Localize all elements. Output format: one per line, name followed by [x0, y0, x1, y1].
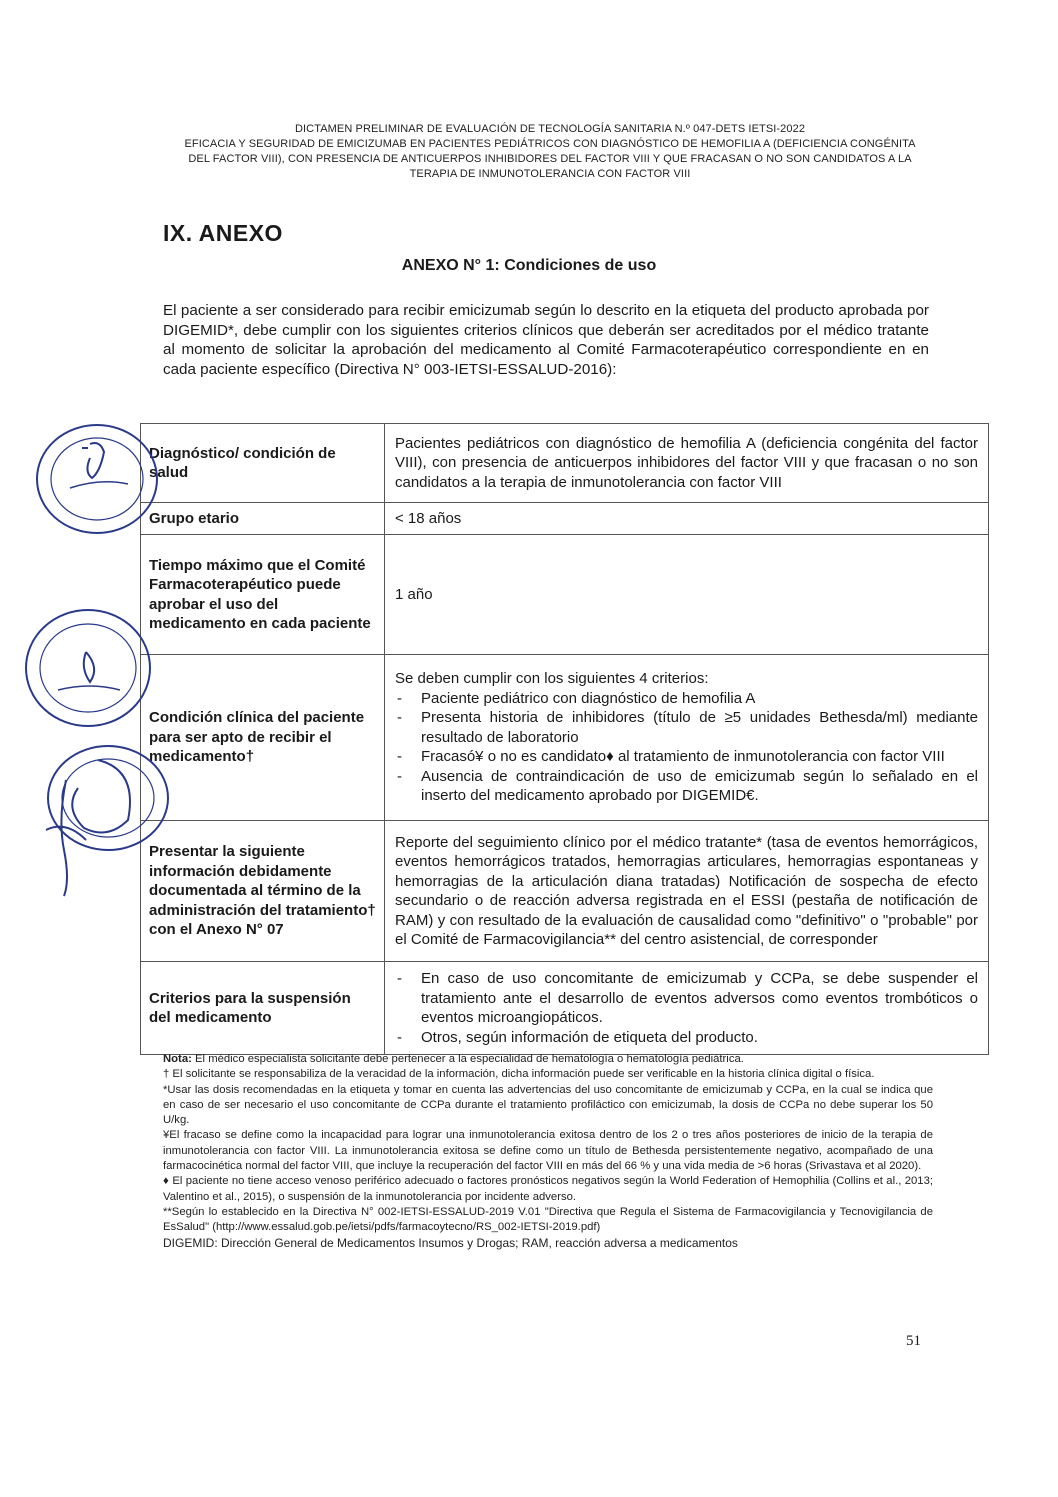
row-value: 1 año [385, 535, 989, 655]
list-item-text: Paciente pediátrico con diagnóstico de hemofilia A [421, 689, 756, 707]
annex-title: ANEXO N° 1: Condiciones de uso [401, 257, 657, 274]
list-item: - Otros, según información de etiqueta del producto. [397, 1028, 758, 1046]
header-line-1: DICTAMEN PRELIMINAR DE EVALUACIÓN DE TECNOLOGÍA SANITARIA N.º 047-DETS IETSI-2022 [294, 123, 806, 135]
row-label: Tiempo máximo que el Comité Farmacoterapéutico puede aprobar el uso del medicamento en cada paciente [141, 535, 385, 655]
footnotes [163, 1052, 933, 1251]
list-item-text: Ausencia de contraindicación de uso de emicizumab según lo señalado en el inserto del medicamento aprobado por DIGEMID€. [421, 767, 978, 805]
conditions-table [140, 423, 989, 1055]
list-item-text: En caso de uso concomitante de emicizumab y CCPa, se debe suspender el tratamiento ante el desarrollo de eventos adversos como eventos trombóticos o eventos microangiopáticos. [421, 970, 978, 1026]
table-row [141, 962, 989, 1055]
note-text: El médico especialista solicitante debe pertenecer a la especialidad de hematología o hematología pediátrica. [191, 1053, 744, 1065]
footnote: † El solicitante se responsabiliza de la veracidad de la información, dicha información puede ser verificable en la historia clínica digital o física. [163, 1068, 875, 1081]
section-title: IX. ANEXO [163, 220, 283, 246]
list-item-text: Fracasó¥ o no es candidato♦ al tratamiento de inmunotolerancia con factor VIII [421, 748, 945, 766]
approval-stamp-1 [30, 418, 165, 540]
row-value: Pacientes pediátricos con diagnóstico de hemofilia A (deficiencia congénita del factor VIII), con presencia de anticuerpos inhibidores del factor VIII y que fracasan o no son candidatos a la terapia de inmunotolerancia con factor VIII [385, 424, 989, 503]
row-value [385, 962, 989, 1055]
footnote: **Según lo establecido en la Directiva N° 002-IETSI-ESSALUD-2019 V.01 "Directiva que Regula el Sistema de Farmacovigilancia y Tecnovigilancia de EsSalud" (http://www.essalud.gob.pe/ietsi/pdfs/farmacoytecno/RS_002-IETSI-2019.pdf) [163, 1205, 933, 1234]
footnote: ♦ El paciente no tiene acceso venoso periférico adecuado o factores pronósticos negativos según la World Federation of Hemophilia (Collins et al., 2013; Valentino et al., 2015), o suspensión de la inmunotolerancia por incidente adverso. [163, 1175, 933, 1203]
list-item: - Ausencia de contraindicación de uso de emicizumab según lo señalado en el inserto del medicamento aprobado por DIGEMID€. [397, 767, 978, 805]
document-header [140, 122, 960, 182]
row-label: Diagnóstico/ condición de salud [141, 424, 385, 503]
row-value: < 18 años [385, 503, 989, 535]
table-row [141, 424, 989, 503]
list-item: - Presenta historia de inhibidores (título de ≥5 unidades Bethesda/ml) mediante resultado de laboratorio [397, 709, 978, 746]
table-row [141, 535, 989, 655]
list-item: - En caso de uso concomitante de emicizumab y CCPa, se debe suspender el tratamiento ante el desarrollo de eventos adversos como eventos trombóticos o eventos microangiopáticos. [397, 970, 978, 1026]
header-line-4: TERAPIA DE INMUNOTOLERANCIA CON FACTOR VIII [409, 168, 691, 180]
table-row [141, 503, 989, 535]
list-item-text: Presenta historia de inhibidores (título de ≥5 unidades Bethesda/ml) mediante resultado de laboratorio [421, 709, 978, 746]
intro-paragraph: El paciente a ser considerado para recibir emicizumab según lo descrito en la etiqueta del producto aprobada por DIGEMID*, debe cumplir con los siguientes criterios clínicos que deberán ser acreditados por el médico tratante al momento de solicitar la aprobación del medicamento al Comité Farmacoterapéutico correspondiente en en cada paciente específico (Directiva N° 003-IETSI-ESSALUD-2016): [163, 302, 929, 378]
footnote: ¥El fracaso se define como la incapacidad para lograr una inmunotolerancia exitosa dentro de los 2 o tres años posteriores de inicio de la terapia de inmunotolerancia con factor VIII. La inmunotolerancia exitosa se define como un título de Bethesda persistentemente negativo, acompañado de una farmacocinética normal del factor VIII, que incluye la recuperación del factor VIII en más del 66 % y una vida media de >6 horas (Srivastava et al 2020). [163, 1129, 933, 1173]
list-item: - Paciente pediátrico con diagnóstico de hemofilia A [397, 689, 756, 707]
row-label: Presentar la siguiente información debidamente documentada al término de la administración del tratamiento† con el Anexo N° 07 [141, 821, 385, 962]
criteria-list [395, 689, 978, 806]
footnote: *Usar las dosis recomendadas en la etiqueta y tomar en cuenta las advertencias del uso concomitante de emicizumab y CCPa, en la cual se indica que en caso de ser necesario el uso concomitante de CCPa durante el tratamiento profiláctico con emicizumab, la dosis de CCPa no debe superar los 50 U/kg. [163, 1083, 933, 1127]
note-main [163, 1052, 933, 1067]
list-item: - Fracasó¥ o no es candidato♦ al tratamiento de inmunotolerancia con factor VIII [397, 748, 945, 766]
list-item-text: Otros, según información de etiqueta del producto. [421, 1028, 758, 1046]
header-line-2: EFICACIA Y SEGURIDAD DE EMICIZUMAB EN PACIENTES PEDIÁTRICOS CON DIAGNÓSTICO DE HEMOFILIA A (DEFICIENCIA CONGÉNITA [184, 138, 916, 150]
table-row [141, 655, 989, 821]
row-value: Reporte del seguimiento clínico por el médico tratante* (tasa de eventos hemorrágicos, eventos hemorrágicos tratados, hemorragias articulares, hemorragias espontaneas y hemorragias de la articulación diana tratadas) Notificación de sospecha de efecto secundario o de reacción adversa registrada en el ESSI (pestaña de notificación de RAM) y con resultado de la evaluación de causalidad como "definitivo" o "probable" por el Comité de Farmacovigilancia** del centro asistencial, de corresponder [385, 821, 989, 962]
criteria-intro: Se deben cumplir con los siguientes 4 criterios: [395, 670, 709, 688]
row-value [385, 655, 989, 821]
row-label: Grupo etario [141, 503, 385, 535]
footnote: DIGEMID: Dirección General de Medicamentos Insumos y Drogas; RAM, reacción adversa a medicamentos [163, 1235, 738, 1250]
row-label: Criterios para la suspensión del medicamento [141, 962, 385, 1055]
signature [36, 770, 96, 900]
header-line-3: DEL FACTOR VIII), CON PRESENCIA DE ANTICUERPOS INHIBIDORES DEL FACTOR VIII Y QUE FRACASAN O NO SON CANDIDATOS A LA [188, 153, 912, 165]
page-number: 51 [906, 1333, 921, 1349]
suspension-list [395, 969, 978, 1047]
note-label: Nota: [163, 1053, 192, 1065]
approval-stamp-2 [16, 604, 156, 732]
row-label: Condición clínica del paciente para ser apto de recibir el medicamento† [141, 655, 385, 821]
table-row [141, 821, 989, 962]
